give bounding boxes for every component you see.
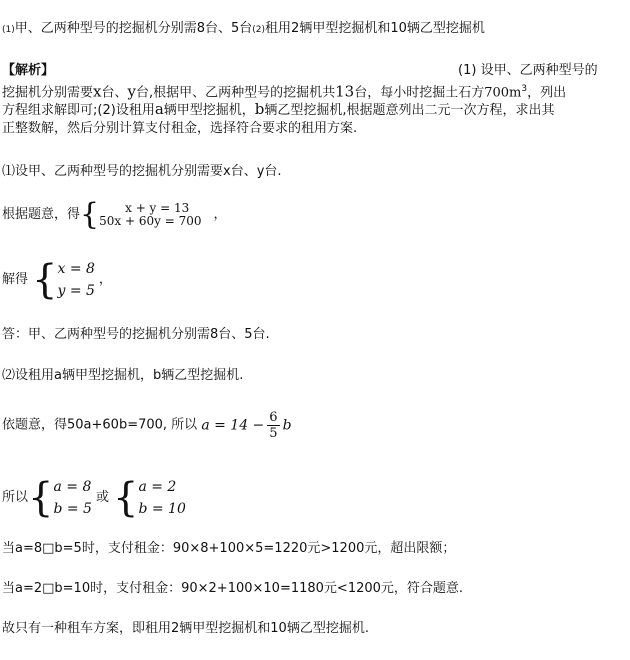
solution-step-1: ⑴设甲、乙两种型号的挖掘机分别需要x台、y台. — [2, 164, 282, 179]
answer-marker-2: (2) — [252, 25, 266, 35]
analysis-p1-text: 设甲、乙两种型号的 — [480, 63, 598, 78]
solution-y: y = 5 — [57, 283, 95, 299]
expression-a: a = 14 − — [201, 417, 265, 434]
equation-system-1 — [99, 202, 201, 228]
analysis-line-1 — [2, 62, 54, 80]
analysis-text: ，列出 — [527, 85, 567, 101]
case-2 — [138, 476, 185, 520]
analysis-text: 设租用 — [115, 103, 155, 118]
analysis-volume-exp: 3 — [521, 84, 528, 94]
step3-suffix: ， — [98, 272, 112, 287]
analysis-p1-marker: (1) — [458, 63, 477, 78]
solution-step-9: 当a=2□b=10时，支付租金：90×2+100×10=1180元<1200元，符合题意. — [2, 581, 464, 596]
solution-step-10: 故只有一种租车方案，即租用2辆甲型挖掘机和10辆乙型挖掘机. — [2, 621, 369, 636]
left-brace: { — [80, 197, 100, 232]
analysis-line-4: 正整数解，然后分别计算支付租金，选择符合要求的租用方案. — [2, 121, 358, 136]
analysis-heading: 【解析】 — [2, 63, 55, 78]
answer-marker-1: (1) — [2, 25, 15, 35]
equation-1: x + y = 13 — [125, 201, 190, 215]
analysis-line-2 — [2, 80, 566, 102]
solution-step-3 — [2, 258, 112, 302]
fraction-denominator: 5 — [269, 426, 278, 441]
equation-2: 50x + 60y = 700 — [99, 214, 202, 228]
analysis-text: 方程组求解即可; — [2, 103, 98, 118]
left-brace: { — [112, 475, 139, 521]
analysis-line-1-right — [458, 62, 598, 80]
left-brace: { — [28, 475, 54, 521]
step3-prefix: 解得 — [2, 272, 29, 287]
expression-b: b — [282, 417, 292, 434]
answer-line — [2, 20, 485, 39]
left-brace: { — [32, 257, 58, 303]
step2-suffix: ， — [213, 207, 227, 222]
analysis-var-y: y — [127, 82, 136, 101]
analysis-var-a: a — [154, 100, 164, 118]
analysis-line-3 — [2, 100, 555, 120]
case-2-b: b = 10 — [138, 501, 186, 517]
fraction — [267, 410, 279, 441]
analysis-number: 13 — [335, 82, 355, 101]
step7-prefix: 所以 — [2, 490, 29, 505]
case-1-b: b = 5 — [53, 501, 92, 517]
case-1-a: a = 8 — [53, 479, 92, 495]
equation-system-2 — [57, 258, 94, 302]
analysis-var-x: x — [93, 82, 102, 101]
step2-prefix: 根据题意，得 — [2, 207, 81, 222]
analysis-text: 挖掘机分别需要 — [2, 85, 94, 101]
answer-text-2: 租用2辆甲型挖掘机和10辆乙型挖掘机 — [265, 21, 485, 36]
solution-step-7 — [2, 476, 186, 520]
analysis-var-b: b — [254, 100, 265, 118]
analysis-text: 台，每小时挖掘土石方 — [354, 85, 485, 101]
case-1 — [53, 476, 92, 520]
solution-step-8: 当a=8□b=5时，支付租金：90×8+100×5=1220元>1200元，超出限额； — [2, 541, 456, 556]
case-2-a: a = 2 — [138, 479, 177, 495]
or-word: 或 — [95, 490, 109, 505]
solution-step-4: 答：甲、乙两种型号的挖掘机分别需8台、5台. — [2, 327, 270, 342]
analysis-p2-marker: (2) — [97, 103, 116, 118]
answer-text-1: 甲、乙两种型号的挖掘机分别需8台、5台 — [14, 21, 253, 36]
analysis-text: 台,根据甲、乙两种型号的挖掘机共 — [135, 85, 336, 101]
solution-x: x = 8 — [57, 261, 95, 277]
solution-step-5: ⑵设租用a辆甲型挖掘机，b辆乙型挖掘机. — [2, 368, 244, 383]
analysis-text: 台、 — [101, 85, 128, 101]
analysis-volume: 700m — [484, 85, 522, 101]
analysis-text: 辆甲型挖掘机， — [163, 103, 255, 118]
fraction-numerator: 6 — [269, 410, 278, 425]
solution-step-6 — [2, 410, 292, 441]
step6-prefix: 依题意，得50a+60b=700, 所以 — [2, 417, 198, 433]
solution-step-2 — [2, 197, 227, 232]
analysis-text: 辆乙型挖掘机,根据题意列出二元一次方程，求出其 — [264, 103, 555, 118]
